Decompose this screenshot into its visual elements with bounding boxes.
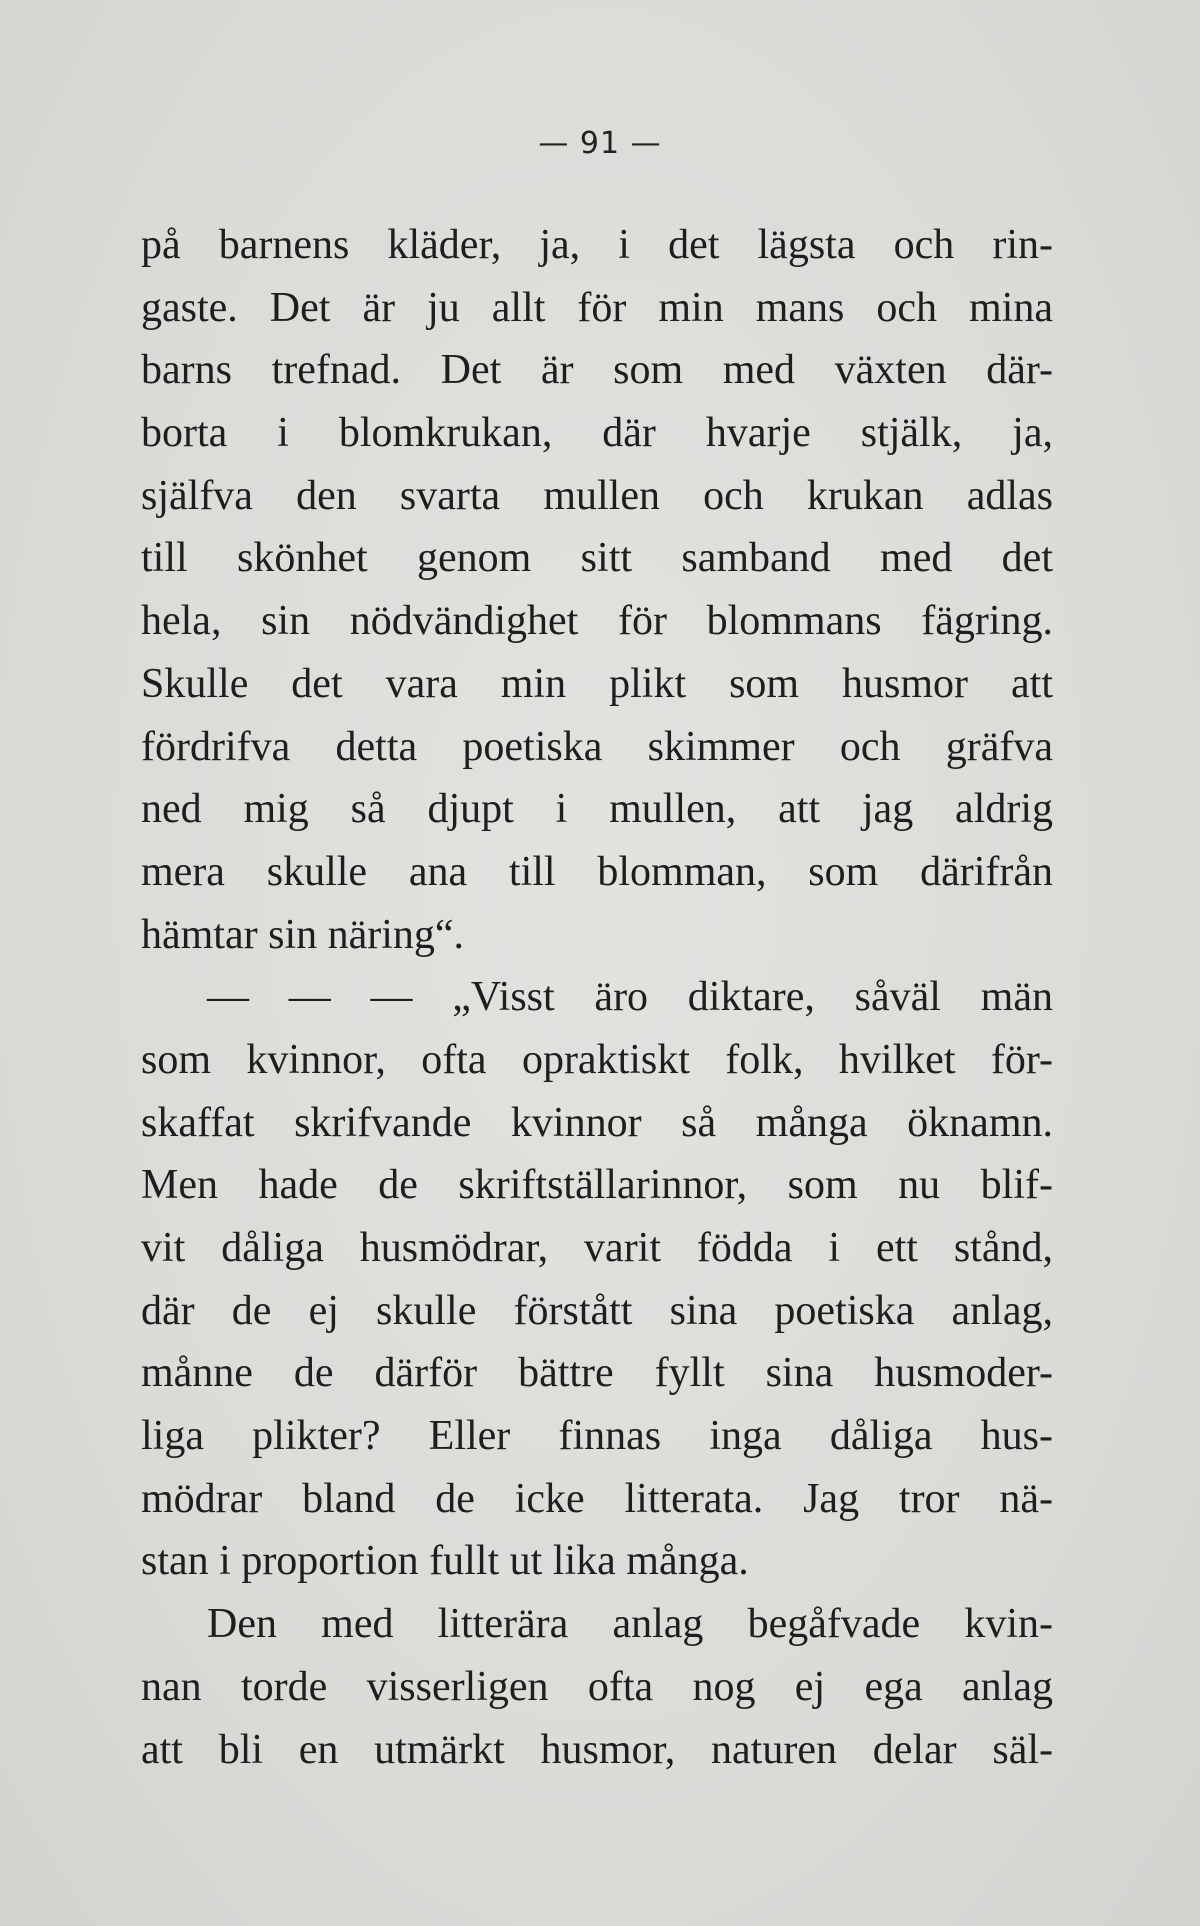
text-line: Skulle det vara min plikt som husmor att: [141, 660, 1053, 707]
page-number: — 91 —: [538, 126, 662, 161]
body-text: [141, 214, 1053, 1781]
text-line: till skönhet genom sitt samband med det: [141, 535, 1053, 582]
text-line: borta i blomkrukan, där hvarje stjälk, ja,: [141, 410, 1053, 457]
text-line: fördrifva detta poetiska skimmer och gräfva: [141, 723, 1053, 770]
text-line: ned mig så djupt i mullen, att jag aldrig: [141, 786, 1053, 833]
text-line: månne de därför bättre fyllt sina husmoder-: [141, 1350, 1053, 1397]
text-line: gaste. Det är ju allt för min mans och mina: [141, 284, 1053, 331]
text-line: mödrar bland de icke litterata. Jag tror nä-: [141, 1475, 1053, 1522]
text-line: stan i proportion fullt ut lika många.: [141, 1538, 749, 1585]
text-line: där de ej skulle förstått sina poetiska anlag,: [141, 1287, 1053, 1334]
text-line: liga plikter? Eller finnas inga dåliga hus-: [141, 1413, 1053, 1460]
text-line: hela, sin nödvändighet för blommans fägring.: [141, 598, 1053, 645]
text-line: som kvinnor, ofta opraktiskt folk, hvilket för-: [141, 1036, 1053, 1083]
text-line: mera skulle ana till blomman, som därifrån: [141, 848, 1053, 895]
text-line: på barnens kläder, ja, i det lägsta och rin-: [141, 222, 1053, 268]
text-line: själfva den svarta mullen och krukan adlas: [141, 472, 1053, 519]
text-line: barns trefnad. Det är som med växten där-: [141, 347, 1053, 394]
text-line: nan torde visserligen ofta nog ej ega anlag: [141, 1663, 1053, 1710]
text-line: skaffat skrifvande kvinnor så många öknamn.: [141, 1099, 1053, 1146]
text-line: att bli en utmärkt husmor, naturen delar säl-: [141, 1726, 1053, 1773]
text-line: — — — „Visst äro diktare, såväl män: [207, 974, 1053, 1021]
text-line: Den med litterära anlag begåfvade kvin-: [207, 1601, 1053, 1648]
text-line: vit dåliga husmödrar, varit födda i ett stånd,: [141, 1225, 1053, 1271]
text-line: Men hade de skriftställarinnor, som nu blif-: [141, 1162, 1053, 1209]
text-line: hämtar sin näring“.: [141, 911, 465, 958]
